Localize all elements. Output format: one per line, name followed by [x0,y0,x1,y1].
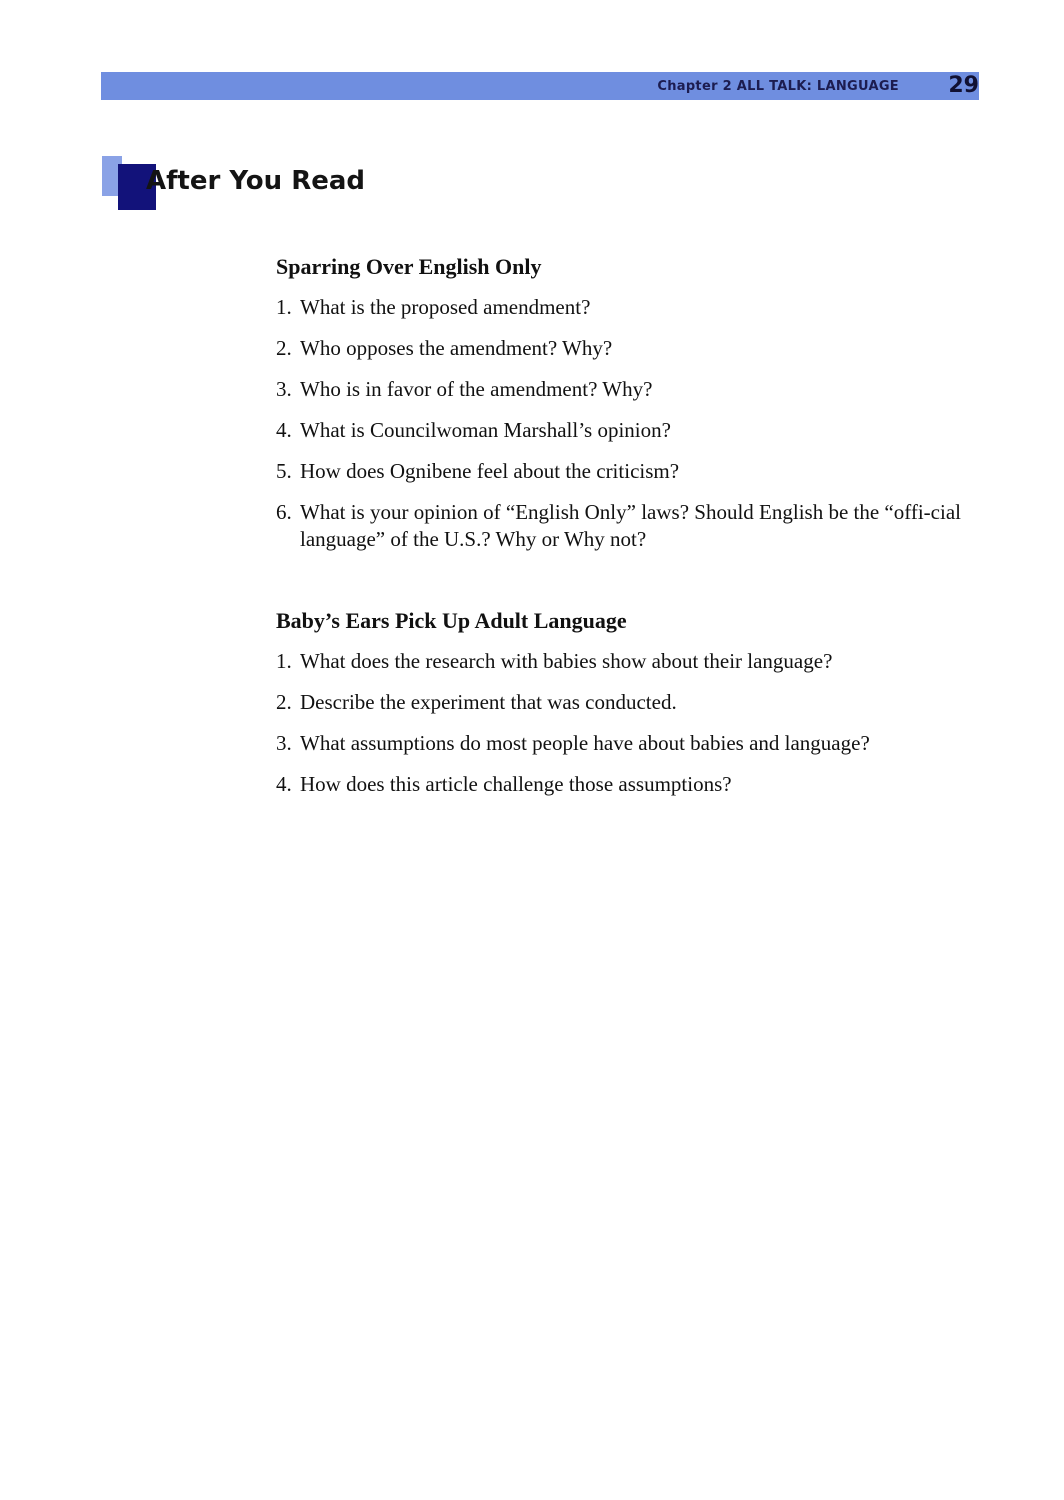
section-title: After You Read [146,166,366,196]
question-item [276,335,996,362]
chapter-header-bar [101,72,979,100]
question-item [276,648,996,675]
question-number: 1. [276,649,292,673]
question-text: Describe the experiment that was conducted. [300,690,677,714]
question-item [276,458,996,485]
question-text: What is Councilwoman Marshall’s opinion? [300,418,671,442]
question-item [276,294,996,321]
question-number: 2. [276,690,292,714]
question-list [276,648,996,798]
question-text: Who is in favor of the amendment? Why? [300,377,653,401]
question-number: 4. [276,418,292,442]
question-item [276,417,996,444]
question-text: How does this article challenge those assumptions? [300,772,732,796]
question-item [276,771,996,798]
question-item [276,730,996,757]
group-title: Sparring Over English Only [276,254,542,279]
question-text: What is your opinion of “English Only” laws? Should English be the “offi-cial language” of the U.S.? Why or Why not? [300,500,961,551]
question-text: What does the research with babies show about their language? [300,649,833,673]
question-group-sparring [276,252,996,567]
question-text: Who opposes the amendment? Why? [300,336,613,360]
chapter-title: Chapter 2 ALL TALK: LANGUAGE [657,79,899,94]
question-number: 3. [276,377,292,401]
page-number: 29 [948,73,979,98]
question-number: 1. [276,295,292,319]
question-number: 6. [276,500,292,524]
question-text: What assumptions do most people have about babies and language? [300,731,870,755]
question-number: 3. [276,731,292,755]
question-number: 4. [276,772,292,796]
question-item [276,376,996,403]
question-group-babys-ears [276,606,996,812]
question-number: 5. [276,459,292,483]
question-text: What is the proposed amendment? [300,295,591,319]
question-item [276,689,996,716]
question-text: How does Ognibene feel about the criticism? [300,459,680,483]
question-list [276,294,996,553]
question-number: 2. [276,336,292,360]
group-title: Baby’s Ears Pick Up Adult Language [276,608,627,633]
question-item [276,499,996,553]
